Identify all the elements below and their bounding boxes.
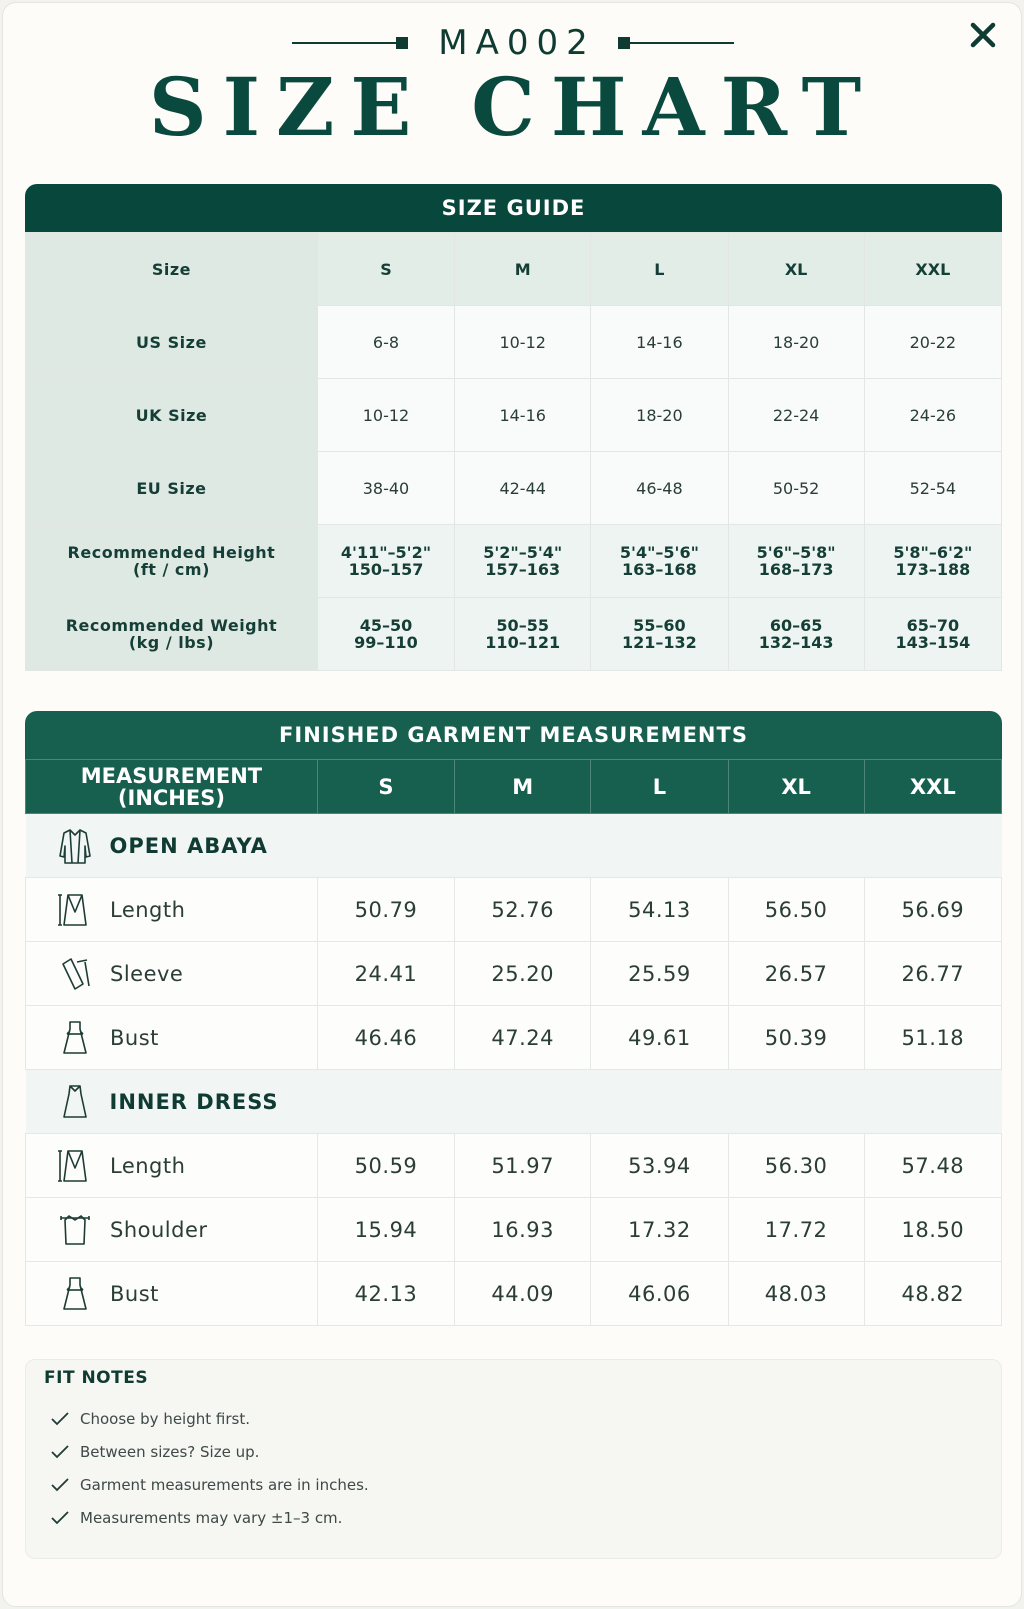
column-header: M	[455, 760, 591, 814]
table-cell: 17.32	[591, 1198, 728, 1262]
list-item: Between sizes? Size up.	[50, 1443, 259, 1461]
table-row	[26, 878, 1002, 942]
table-cell: 25.59	[591, 942, 728, 1006]
list-item: Choose by height first.	[50, 1410, 250, 1428]
table-cell: 45–50 99–110	[317, 598, 454, 671]
table-cell: 46.46	[317, 1006, 454, 1070]
table-row	[26, 379, 1002, 452]
column-header: XXL	[864, 760, 1001, 814]
table-cell: 20-22	[864, 306, 1001, 379]
check-icon	[50, 1477, 70, 1493]
abaya-icon	[54, 825, 96, 867]
column-header: M	[455, 233, 591, 306]
decorative-line-left	[292, 37, 408, 49]
table-cell: 18-20	[591, 379, 728, 452]
table-cell: 5'6"–5'8" 168–173	[728, 525, 864, 598]
column-header: S	[317, 233, 454, 306]
table-cell: 51.97	[455, 1134, 591, 1198]
measurement-label: Bust	[110, 1281, 159, 1306]
column-header: XXL	[864, 233, 1001, 306]
table-cell: 50–55 110–121	[455, 598, 591, 671]
table-cell: 52.76	[455, 878, 591, 942]
check-icon	[50, 1411, 70, 1427]
check-icon	[50, 1510, 70, 1526]
bust-icon	[54, 1017, 96, 1059]
table-cell: 48.82	[864, 1262, 1001, 1326]
row-label-line: Recommended Weight	[65, 616, 278, 635]
table-cell: 55–60 121–132	[591, 598, 728, 671]
table-cell: 54.13	[591, 878, 728, 942]
shoulder-icon	[54, 1209, 96, 1251]
page-title: SIZE CHART	[148, 60, 878, 154]
table-cell: 5'4"–5'6" 163–168	[591, 525, 728, 598]
row-label: US Size	[26, 306, 318, 379]
table-cell: 50.79	[317, 878, 454, 942]
table-cell: 24.41	[317, 942, 454, 1006]
size-guide-heading: SIZE GUIDE	[25, 184, 1002, 232]
table-cell: 53.94	[591, 1134, 728, 1198]
table-cell: 51.18	[864, 1006, 1001, 1070]
column-header: MEASUREMENT (INCHES)	[26, 760, 318, 814]
table-cell: 26.77	[864, 942, 1001, 1006]
fit-notes	[25, 1359, 1002, 1559]
table-cell: 44.09	[455, 1262, 591, 1326]
table-row	[26, 598, 1002, 671]
row-label-line: Recommended Height	[67, 543, 276, 562]
table-cell: 38-40	[317, 452, 454, 525]
row-label-line: (kg / lbs)	[128, 633, 215, 652]
table-row	[26, 525, 1002, 598]
table-cell: 17.72	[728, 1198, 864, 1262]
product-code: MA002	[438, 23, 596, 63]
measurement-label: Shoulder	[110, 1217, 208, 1242]
table-cell: 50.59	[317, 1134, 454, 1198]
table-cell: 16.93	[455, 1198, 591, 1262]
size-chart-page	[2, 2, 1022, 1607]
row-label: UK Size	[26, 379, 318, 452]
table-cell: 46-48	[591, 452, 728, 525]
group-label: OPEN ABAYA	[109, 833, 268, 858]
fit-notes-title: FIT NOTES	[44, 1368, 149, 1388]
measurement-label: Sleeve	[110, 961, 184, 986]
table-row	[26, 306, 1002, 379]
table-cell: 22-24	[728, 379, 864, 452]
table-row	[26, 452, 1002, 525]
row-label	[26, 525, 318, 598]
table-cell: 48.03	[728, 1262, 864, 1326]
row-label: EU Size	[26, 452, 318, 525]
list-item: Measurements may vary ±1–3 cm.	[50, 1509, 342, 1527]
column-header: L	[591, 233, 728, 306]
table-cell: 5'2"–5'4" 157–163	[455, 525, 591, 598]
table-cell: 56.30	[728, 1134, 864, 1198]
table-cell: 14-16	[591, 306, 728, 379]
column-header: Size	[26, 233, 318, 306]
length-icon	[54, 889, 96, 931]
table-header-row	[26, 760, 1002, 814]
garment-measurements-section	[25, 711, 1002, 1326]
table-row	[26, 1198, 1002, 1262]
size-guide-section	[25, 184, 1002, 671]
row-label-line: (ft / cm)	[133, 560, 210, 579]
measurement-label: Bust	[110, 1025, 159, 1050]
table-cell: 42.13	[317, 1262, 454, 1326]
product-code-row	[3, 21, 1023, 65]
table-cell: 60–65 132–143	[728, 598, 864, 671]
decorative-line-right	[618, 37, 734, 49]
table-cell: 10-12	[455, 306, 591, 379]
table-cell: 47.24	[455, 1006, 591, 1070]
table-row	[26, 1134, 1002, 1198]
group-row-inner-dress	[26, 1070, 1002, 1134]
table-cell: 15.94	[317, 1198, 454, 1262]
length-icon	[54, 1145, 96, 1187]
table-row	[26, 1006, 1002, 1070]
column-header: XL	[728, 760, 864, 814]
table-cell: 5'8"–6'2" 173–188	[864, 525, 1001, 598]
table-cell: 18.50	[864, 1198, 1001, 1262]
sleeve-icon	[54, 953, 96, 995]
list-item: Garment measurements are in inches.	[50, 1476, 369, 1494]
measurement-label: Length	[110, 897, 186, 922]
table-header-row	[26, 233, 1002, 306]
group-label: INNER DRESS	[109, 1089, 279, 1114]
table-cell: 18-20	[728, 306, 864, 379]
table-cell: 24-26	[864, 379, 1001, 452]
check-icon	[50, 1444, 70, 1460]
table-cell: 49.61	[591, 1006, 728, 1070]
column-header: S	[317, 760, 454, 814]
measurement-label: Length	[110, 1153, 186, 1178]
size-guide-table	[25, 232, 1002, 671]
table-row	[26, 942, 1002, 1006]
table-cell: 25.20	[455, 942, 591, 1006]
table-cell: 56.50	[728, 878, 864, 942]
garment-table	[25, 759, 1002, 1326]
table-cell: 50-52	[728, 452, 864, 525]
row-label	[26, 598, 318, 671]
dress-icon	[54, 1081, 96, 1123]
table-cell: 14-16	[455, 379, 591, 452]
bust-icon	[54, 1273, 96, 1315]
table-row	[26, 1262, 1002, 1326]
table-cell: 65–70 143–154	[864, 598, 1001, 671]
table-cell: 6-8	[317, 306, 454, 379]
column-header: XL	[728, 233, 864, 306]
table-cell: 4'11"–5'2" 150–157	[317, 525, 454, 598]
table-cell: 46.06	[591, 1262, 728, 1326]
garment-heading: FINISHED GARMENT MEASUREMENTS	[25, 711, 1002, 759]
column-header: L	[591, 760, 728, 814]
table-cell: 42-44	[455, 452, 591, 525]
table-cell: 52-54	[864, 452, 1001, 525]
group-row-open-abaya	[26, 814, 1002, 878]
table-cell: 10-12	[317, 379, 454, 452]
table-cell: 57.48	[864, 1134, 1001, 1198]
table-cell: 50.39	[728, 1006, 864, 1070]
table-cell: 56.69	[864, 878, 1001, 942]
table-cell: 26.57	[728, 942, 864, 1006]
